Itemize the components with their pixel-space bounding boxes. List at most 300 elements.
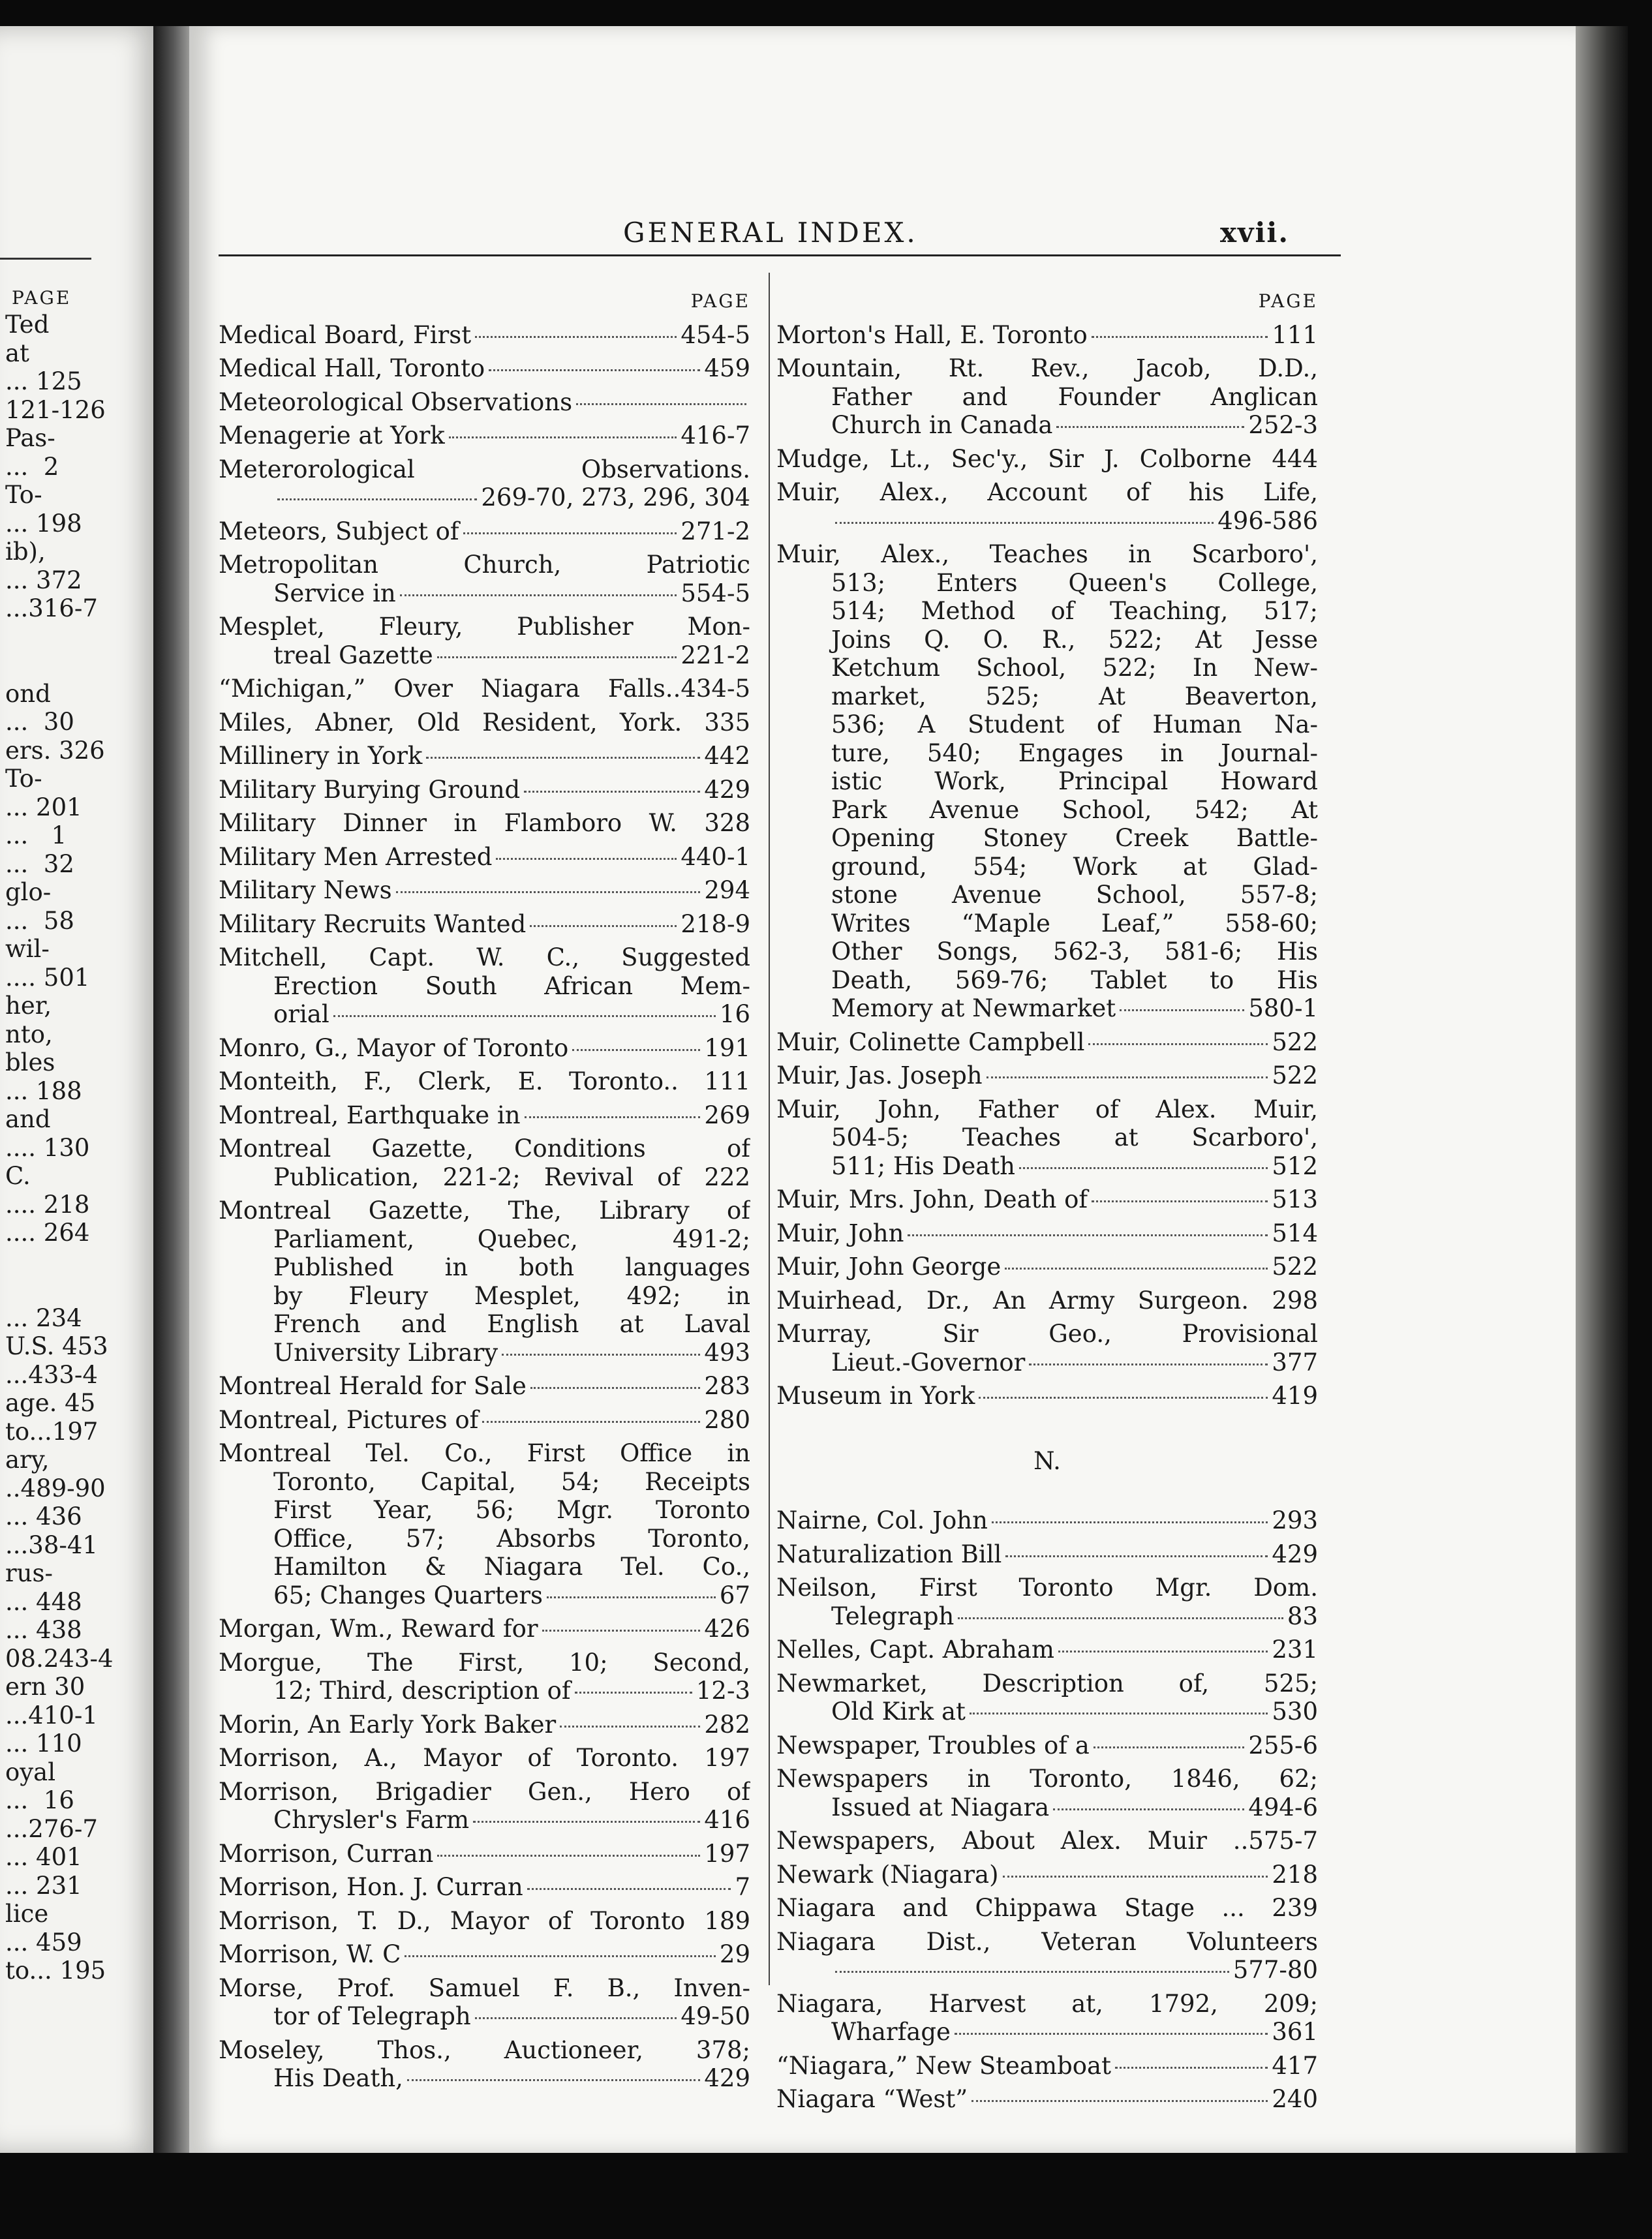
page-folio: xvii. xyxy=(1220,217,1289,249)
index-entry-line xyxy=(776,1320,1318,1348)
index-entry xyxy=(219,321,750,350)
index-entry-text: Military Dinner in Flamboro W. 328 xyxy=(219,809,750,837)
page-reference: 530 xyxy=(1272,1698,1318,1726)
dot-leader xyxy=(400,594,677,596)
left-entries xyxy=(219,321,750,2093)
index-entry-line xyxy=(219,776,750,804)
previous-page-line xyxy=(5,1275,136,1304)
index-entry-line xyxy=(776,966,1318,995)
dot-leader xyxy=(530,1387,701,1389)
previous-page-line: .... 501 xyxy=(5,963,90,992)
index-entry-text: Montreal Gazette, Conditions of xyxy=(219,1135,750,1163)
index-entry xyxy=(219,809,750,838)
section-letter: N. xyxy=(1033,1446,1061,1475)
index-entry-text: Miles, Abner, Old Resident, York. 335 xyxy=(219,708,750,737)
index-entry xyxy=(776,354,1318,440)
index-entry xyxy=(219,1067,750,1096)
previous-page-line: ...433-4 xyxy=(5,1360,98,1389)
index-entry-text: Newark (Niagara) xyxy=(776,1860,999,1889)
index-entry-line xyxy=(776,1602,1318,1631)
previous-page-line: ary, xyxy=(5,1446,50,1474)
index-entry-line xyxy=(776,710,1318,739)
previous-page-line: ... 436 xyxy=(5,1502,82,1531)
index-entry-line xyxy=(219,972,750,1001)
index-entry-text: Publication, 221-2; Revival of 222 xyxy=(273,1163,750,1191)
index-entry-line xyxy=(219,483,750,512)
index-entry xyxy=(776,1382,1318,1410)
index-entry-text: Erection South African Mem- xyxy=(273,971,750,1000)
index-entry-line xyxy=(219,641,750,670)
index-entry-line xyxy=(776,1123,1318,1152)
previous-page-line: age. 45 xyxy=(5,1389,96,1417)
page-reference: 252-3 xyxy=(1248,411,1318,439)
index-entry-text: Muir, Alex., Account of his Life, xyxy=(776,478,1318,506)
index-entry-text: Old Kirk at xyxy=(831,1698,966,1726)
index-entry-text: Morrison, Curran xyxy=(219,1839,434,1868)
index-entry-line xyxy=(776,682,1318,711)
page-reference: 83 xyxy=(1287,1602,1318,1630)
index-entry-text: Joins Q. O. R., 522; At Jesse xyxy=(831,625,1318,654)
index-entry-line xyxy=(219,1649,750,1677)
dot-leader xyxy=(1058,1651,1268,1653)
index-entry-line xyxy=(776,569,1318,598)
page-reference: 197 xyxy=(704,1839,750,1868)
index-entry-line xyxy=(219,551,750,579)
previous-page-line: glo- xyxy=(5,878,52,906)
index-page xyxy=(189,26,1576,2153)
previous-page-line: .... 218 xyxy=(5,1190,90,1219)
dot-leader xyxy=(958,1617,1283,1619)
index-entry-line xyxy=(219,388,750,417)
index-entry xyxy=(219,455,750,512)
index-entry xyxy=(776,1506,1318,1535)
index-entry xyxy=(219,1135,750,1191)
page-reference: 554-5 xyxy=(681,579,750,607)
index-entry-text: Montreal Herald for Sale xyxy=(219,1372,527,1400)
index-entry-line xyxy=(776,1928,1318,1957)
page-reference: 454-5 xyxy=(681,320,750,349)
page-reference: 282 xyxy=(704,1710,750,1739)
index-column-right xyxy=(776,287,1318,2114)
previous-page-rule xyxy=(0,258,91,260)
page-reference: 512 xyxy=(1272,1151,1318,1180)
index-entry-line xyxy=(219,1310,750,1339)
index-entry-line xyxy=(776,1185,1318,1214)
index-entry-text: Montreal, Earthquake in xyxy=(219,1101,521,1129)
index-entry-line xyxy=(219,1615,750,1643)
page-reference: 218-9 xyxy=(681,909,750,938)
index-entry-text: ground, 554; Work at Glad- xyxy=(831,852,1318,881)
previous-page-line xyxy=(5,651,136,680)
index-entry xyxy=(219,613,750,669)
previous-page-line: bles xyxy=(5,1048,55,1076)
index-entry xyxy=(219,1711,750,1739)
index-entry-line xyxy=(219,1907,750,1936)
dot-leader xyxy=(835,1971,1229,1973)
index-entry-line xyxy=(776,1765,1318,1793)
index-entry-line xyxy=(776,909,1318,938)
page-reference: 111 xyxy=(1272,320,1318,349)
index-entry-text: Muir, John, Father of Alex. Muir, xyxy=(776,1095,1318,1123)
index-entry-text: Meteors, Subject of xyxy=(219,517,459,545)
previous-page-line: rus- xyxy=(5,1559,54,1587)
index-entry-line xyxy=(776,767,1318,796)
previous-page-line: ... 32 xyxy=(5,849,74,878)
index-entry-text: “Michigan,” Over Niagara Falls..434-5 xyxy=(219,675,750,703)
index-entry-line xyxy=(776,445,1318,474)
dot-leader xyxy=(572,1049,700,1051)
right-entries xyxy=(776,321,1318,1410)
previous-page-line: ...316-7 xyxy=(5,594,98,622)
index-entry-line xyxy=(219,1439,750,1468)
index-entry-line xyxy=(219,742,750,770)
index-entry-text: Muir, Jas. Joseph xyxy=(776,1061,983,1089)
index-entry-line xyxy=(219,1553,750,1581)
previous-page-line: wil- xyxy=(5,935,50,963)
page-reference: 522 xyxy=(1272,1028,1318,1056)
index-entry-text: Murray, Sir Geo., Provisional xyxy=(776,1320,1318,1348)
index-entry-text: Naturalization Bill xyxy=(776,1540,1002,1568)
index-entry-text: Medical Hall, Toronto xyxy=(219,354,485,382)
index-entry-line xyxy=(219,876,750,905)
index-entry-line xyxy=(219,910,750,939)
previous-page-line: ...410-1 xyxy=(5,1701,98,1729)
page-reference: 496-586 xyxy=(1217,506,1318,535)
index-entry-text: Monteith, F., Clerk, E. Toronto.. 111 xyxy=(219,1067,750,1095)
index-entry xyxy=(776,2085,1318,2114)
index-entry-text: Writes “Maple Leaf,” 558-60; xyxy=(831,909,1318,937)
index-entry-text: Military Recruits Wanted xyxy=(219,909,527,938)
index-entry-line xyxy=(219,1806,750,1835)
dot-leader xyxy=(542,1630,701,1632)
index-entry-line xyxy=(776,1506,1318,1535)
index-entry-text: Ketchum School, 522; In New- xyxy=(831,654,1318,682)
index-entry-line xyxy=(776,937,1318,966)
index-entry-text: Military Men Arrested xyxy=(219,842,493,871)
index-entry xyxy=(219,876,750,905)
index-entry xyxy=(219,517,750,546)
previous-page-line: ... 231 xyxy=(5,1871,82,1900)
dot-leader xyxy=(475,336,677,338)
previous-page-line: ... 58 xyxy=(5,906,74,935)
page-reference: 7 xyxy=(735,1873,750,1901)
index-entry-text: Museum in York xyxy=(776,1382,975,1410)
page-reference: 67 xyxy=(719,1581,750,1609)
dot-leader xyxy=(971,2100,1268,2102)
index-entry-line xyxy=(219,2064,750,2093)
index-entry-line xyxy=(776,1669,1318,1698)
index-entry-text: Chrysler's Farm xyxy=(273,1806,470,1834)
index-entry-text: ture, 540; Engages in Journal- xyxy=(831,739,1318,767)
previous-page-line: her, xyxy=(5,992,52,1020)
dot-leader xyxy=(1053,1808,1244,1810)
index-entry xyxy=(219,742,750,770)
column-page-label: PAGE xyxy=(1258,290,1318,312)
index-entry xyxy=(219,1615,750,1643)
index-entry-text: Lieut.-Governor xyxy=(831,1348,1026,1377)
dot-leader xyxy=(333,1015,716,1017)
index-entry-line xyxy=(219,1000,750,1029)
index-entry-line xyxy=(776,383,1318,412)
index-entry-text: Memory at Newmarket xyxy=(831,994,1116,1022)
index-entry-text: Church in Canada xyxy=(831,411,1053,439)
page-reference: 416 xyxy=(704,1806,750,1834)
index-entry xyxy=(776,1028,1318,1057)
index-entry-text: Montreal Gazette, The, Library of xyxy=(219,1196,750,1225)
index-entry-line xyxy=(219,613,750,641)
index-entry-line xyxy=(776,1219,1318,1248)
page-reference: 419 xyxy=(1272,1382,1318,1410)
index-entry-line xyxy=(776,597,1318,626)
index-entry-text: Nelles, Capt. Abraham xyxy=(776,1636,1054,1664)
index-entry xyxy=(219,1974,750,2031)
index-entry xyxy=(219,1196,750,1367)
index-entry xyxy=(776,540,1318,1023)
previous-page-line: ... 448 xyxy=(5,1587,82,1616)
index-entry-line xyxy=(219,1163,750,1192)
index-entry-text: Niagara, Harvest at, 1792, 209; xyxy=(776,1989,1318,2018)
index-entry-line xyxy=(219,708,750,737)
page-reference: 522 xyxy=(1272,1061,1318,1089)
previous-page-line: To- xyxy=(5,481,42,509)
index-entry-text: Muirhead, Dr., An Army Surgeon. 298 xyxy=(776,1286,1318,1315)
dot-leader xyxy=(489,369,700,371)
dot-leader xyxy=(560,1726,700,1728)
dot-leader xyxy=(396,891,701,893)
index-entry-line xyxy=(776,1894,1318,1923)
page-reference: 459 xyxy=(704,354,750,382)
dot-leader xyxy=(473,1821,700,1823)
previous-page-line: ... 188 xyxy=(5,1076,82,1105)
index-entry-line xyxy=(776,1574,1318,1602)
index-entry-text: Morrison, T. D., Mayor of Toronto 189 xyxy=(219,1906,750,1935)
dot-leader xyxy=(970,1713,1268,1714)
index-entry xyxy=(776,1219,1318,1248)
index-entry xyxy=(219,1439,750,1609)
dot-leader xyxy=(992,1521,1268,1523)
index-entry-text: Meterorological Observations. xyxy=(219,455,750,483)
dot-leader xyxy=(1115,2067,1268,2069)
index-entry-line xyxy=(776,1061,1318,1090)
index-entry xyxy=(219,1940,750,1969)
previous-page-line: U.S. 453 xyxy=(5,1332,108,1360)
index-entry xyxy=(219,354,750,383)
index-entry-text: Muir, Mrs. John, Death of xyxy=(776,1185,1088,1213)
index-entry xyxy=(219,776,750,804)
index-entry-text: 536; A Student of Human Na- xyxy=(831,710,1318,739)
index-entry-line xyxy=(776,2085,1318,2114)
previous-page-line: C. xyxy=(5,1162,31,1190)
previous-page-line xyxy=(5,1247,136,1276)
index-entry xyxy=(776,1669,1318,1726)
index-entry-text: Muir, Colinette Campbell xyxy=(776,1028,1085,1056)
index-entry-text: Wharfage xyxy=(831,2018,951,2046)
index-entry-text: Muir, John George xyxy=(776,1253,1002,1281)
previous-page-line: to...197 xyxy=(5,1417,99,1446)
dot-leader xyxy=(437,656,677,658)
previous-page-line: ... 201 xyxy=(5,793,82,821)
dot-leader xyxy=(835,522,1214,524)
index-entry-line xyxy=(776,1861,1318,1889)
index-entry-line xyxy=(776,2052,1318,2080)
index-entry-text: Newmarket, Description of, 525; xyxy=(776,1669,1318,1698)
previous-page-line: ... 2 xyxy=(5,452,59,481)
index-entry-text: 514; Method of Teaching, 517; xyxy=(831,597,1318,625)
index-entry-text: Morrison, Brigadier Gen., Hero of xyxy=(219,1777,750,1806)
page-reference: 514 xyxy=(1272,1219,1318,1247)
index-entry-text: Parliament, Quebec, 491-2; xyxy=(273,1225,750,1253)
index-entry-line xyxy=(776,1028,1318,1057)
index-entry-text: Toronto, Capital, 54; Receipts xyxy=(273,1467,750,1496)
index-entry xyxy=(219,2036,750,2093)
index-entry-line xyxy=(776,507,1318,536)
page-edge xyxy=(1576,26,1628,2153)
previous-page-line: ... 234 xyxy=(5,1303,82,1332)
index-entry-line xyxy=(219,1034,750,1063)
index-entry-text: Death, 569-76; Tablet to His xyxy=(831,966,1318,994)
running-head xyxy=(189,217,1576,256)
index-entry xyxy=(219,1840,750,1868)
previous-page-lines xyxy=(5,311,136,1985)
dot-leader xyxy=(1019,1167,1268,1169)
index-entry-text: Medical Board, First xyxy=(219,320,472,349)
index-entry-text: Morrison, W. C xyxy=(219,1940,401,1968)
index-entry-line xyxy=(219,2002,750,2031)
index-entry xyxy=(776,1253,1318,1281)
page-reference: 429 xyxy=(704,775,750,804)
index-entry xyxy=(219,421,750,450)
dot-leader xyxy=(1094,1746,1245,1748)
previous-page-line: ern 30 xyxy=(5,1673,85,1701)
index-entry xyxy=(776,1061,1318,1090)
index-entry xyxy=(776,1765,1318,1821)
previous-page-line: ...276-7 xyxy=(5,1814,98,1843)
index-entry-text: Morgue, The First, 10; Second, xyxy=(219,1648,750,1677)
index-entry xyxy=(219,388,750,417)
page-reference: 493 xyxy=(704,1338,750,1367)
index-entry-line xyxy=(219,1101,750,1130)
index-entry xyxy=(776,478,1318,535)
index-entry-line xyxy=(776,1095,1318,1124)
index-entry-line xyxy=(219,1225,750,1254)
index-entry xyxy=(776,1540,1318,1569)
index-entry-text: Metropolitan Church, Patriotic xyxy=(219,551,750,579)
index-entry-text: Newspapers, About Alex. Muir ..575-7 xyxy=(776,1827,1318,1855)
index-entry xyxy=(219,1372,750,1401)
previous-page-line: ... 401 xyxy=(5,1843,82,1871)
index-entry-text: Mesplet, Fleury, Publisher Mon- xyxy=(219,613,750,641)
index-entry-line xyxy=(776,881,1318,909)
previous-page-line: ..489-90 xyxy=(5,1474,106,1502)
index-entry xyxy=(219,1907,750,1936)
page-reference: 240 xyxy=(1272,2085,1318,2113)
index-entry xyxy=(776,1574,1318,1630)
previous-page-line: Pas- xyxy=(5,424,55,452)
dot-leader xyxy=(437,1855,700,1857)
index-entry xyxy=(776,1827,1318,1855)
previous-page-line xyxy=(5,623,136,652)
dot-leader xyxy=(1120,1009,1244,1011)
index-entry-text: Morgan, Wm., Reward for xyxy=(219,1615,538,1643)
index-entry-line xyxy=(776,824,1318,853)
index-entry-line xyxy=(219,1581,750,1610)
index-entry-text: Hamilton & Niagara Tel. Co., xyxy=(273,1553,750,1581)
index-entry xyxy=(776,445,1318,474)
index-entry-text: Moseley, Thos., Auctioneer, 378; xyxy=(219,2035,750,2064)
previous-page-line: ond xyxy=(5,679,51,708)
index-entry-text: Military Burying Ground xyxy=(219,775,521,804)
index-entry-line xyxy=(776,354,1318,383)
index-entry-text: Service in xyxy=(273,579,396,607)
index-entry-line xyxy=(219,843,750,872)
index-entry xyxy=(219,1101,750,1130)
index-entry xyxy=(776,1894,1318,1923)
previous-page-line: ... 1 xyxy=(5,821,67,849)
page-reference: 271-2 xyxy=(681,517,750,545)
index-entry xyxy=(776,1287,1318,1315)
index-entry xyxy=(776,1731,1318,1760)
index-entry xyxy=(776,2052,1318,2080)
dot-leader xyxy=(277,498,477,500)
previous-page-line: ... 372 xyxy=(5,566,82,594)
right-entries-n xyxy=(776,1506,1318,2114)
index-entry-text: Issued at Niagara xyxy=(831,1793,1050,1821)
page-reference: 283 xyxy=(704,1372,750,1400)
previous-page-line: and xyxy=(5,1105,51,1133)
index-entry-line xyxy=(219,1840,750,1868)
index-entry-text: Morrison, A., Mayor of Toronto. 197 xyxy=(219,1744,750,1772)
index-entry-text: Morton's Hall, E. Toronto xyxy=(776,320,1088,349)
index-entry-line xyxy=(219,1067,750,1096)
previous-page-line: nto, xyxy=(5,1020,53,1048)
index-entry-line xyxy=(219,1677,750,1705)
index-entry-text: Telegraph xyxy=(831,1602,955,1630)
index-entry xyxy=(776,1320,1318,1377)
index-entry-line xyxy=(219,1711,750,1739)
index-entry xyxy=(219,1744,750,1773)
page-reference: 440-1 xyxy=(681,842,750,871)
index-entry-text: Muir, Alex., Teaches in Scarboro', xyxy=(776,540,1318,568)
index-entry-line xyxy=(776,796,1318,825)
page-reference: 377 xyxy=(1272,1348,1318,1377)
page-reference: 218 xyxy=(1272,1860,1318,1889)
page-reference: 12-3 xyxy=(696,1677,750,1705)
index-entry-text: stone Avenue School, 557-8; xyxy=(831,881,1318,909)
index-entry-line xyxy=(219,1282,750,1311)
index-entry-line xyxy=(219,1873,750,1902)
index-entry-line xyxy=(776,1956,1318,1985)
page-reference: 577-80 xyxy=(1232,1956,1318,1984)
dot-leader xyxy=(1092,1200,1268,1202)
previous-page-line: ... 438 xyxy=(5,1616,82,1644)
dot-leader xyxy=(502,1354,700,1356)
index-entry xyxy=(776,1095,1318,1181)
index-entry-line xyxy=(776,1382,1318,1410)
index-entry-line xyxy=(219,579,750,608)
page-reference: 16 xyxy=(719,1000,750,1028)
dot-leader xyxy=(525,1116,701,1118)
previous-page-line: ... 110 xyxy=(5,1729,82,1758)
index-entry-text: market, 525; At Beaverton, xyxy=(831,682,1318,710)
index-entry-line xyxy=(776,654,1318,682)
index-entry xyxy=(219,943,750,1029)
dot-leader xyxy=(426,757,700,759)
index-entry-line xyxy=(776,1287,1318,1315)
index-entry-text: 513; Enters Queen's College, xyxy=(831,568,1318,597)
index-entry-text: Opening Stoney Creek Battle- xyxy=(831,824,1318,852)
page-reference: 442 xyxy=(704,742,750,770)
index-entry xyxy=(776,1928,1318,1985)
